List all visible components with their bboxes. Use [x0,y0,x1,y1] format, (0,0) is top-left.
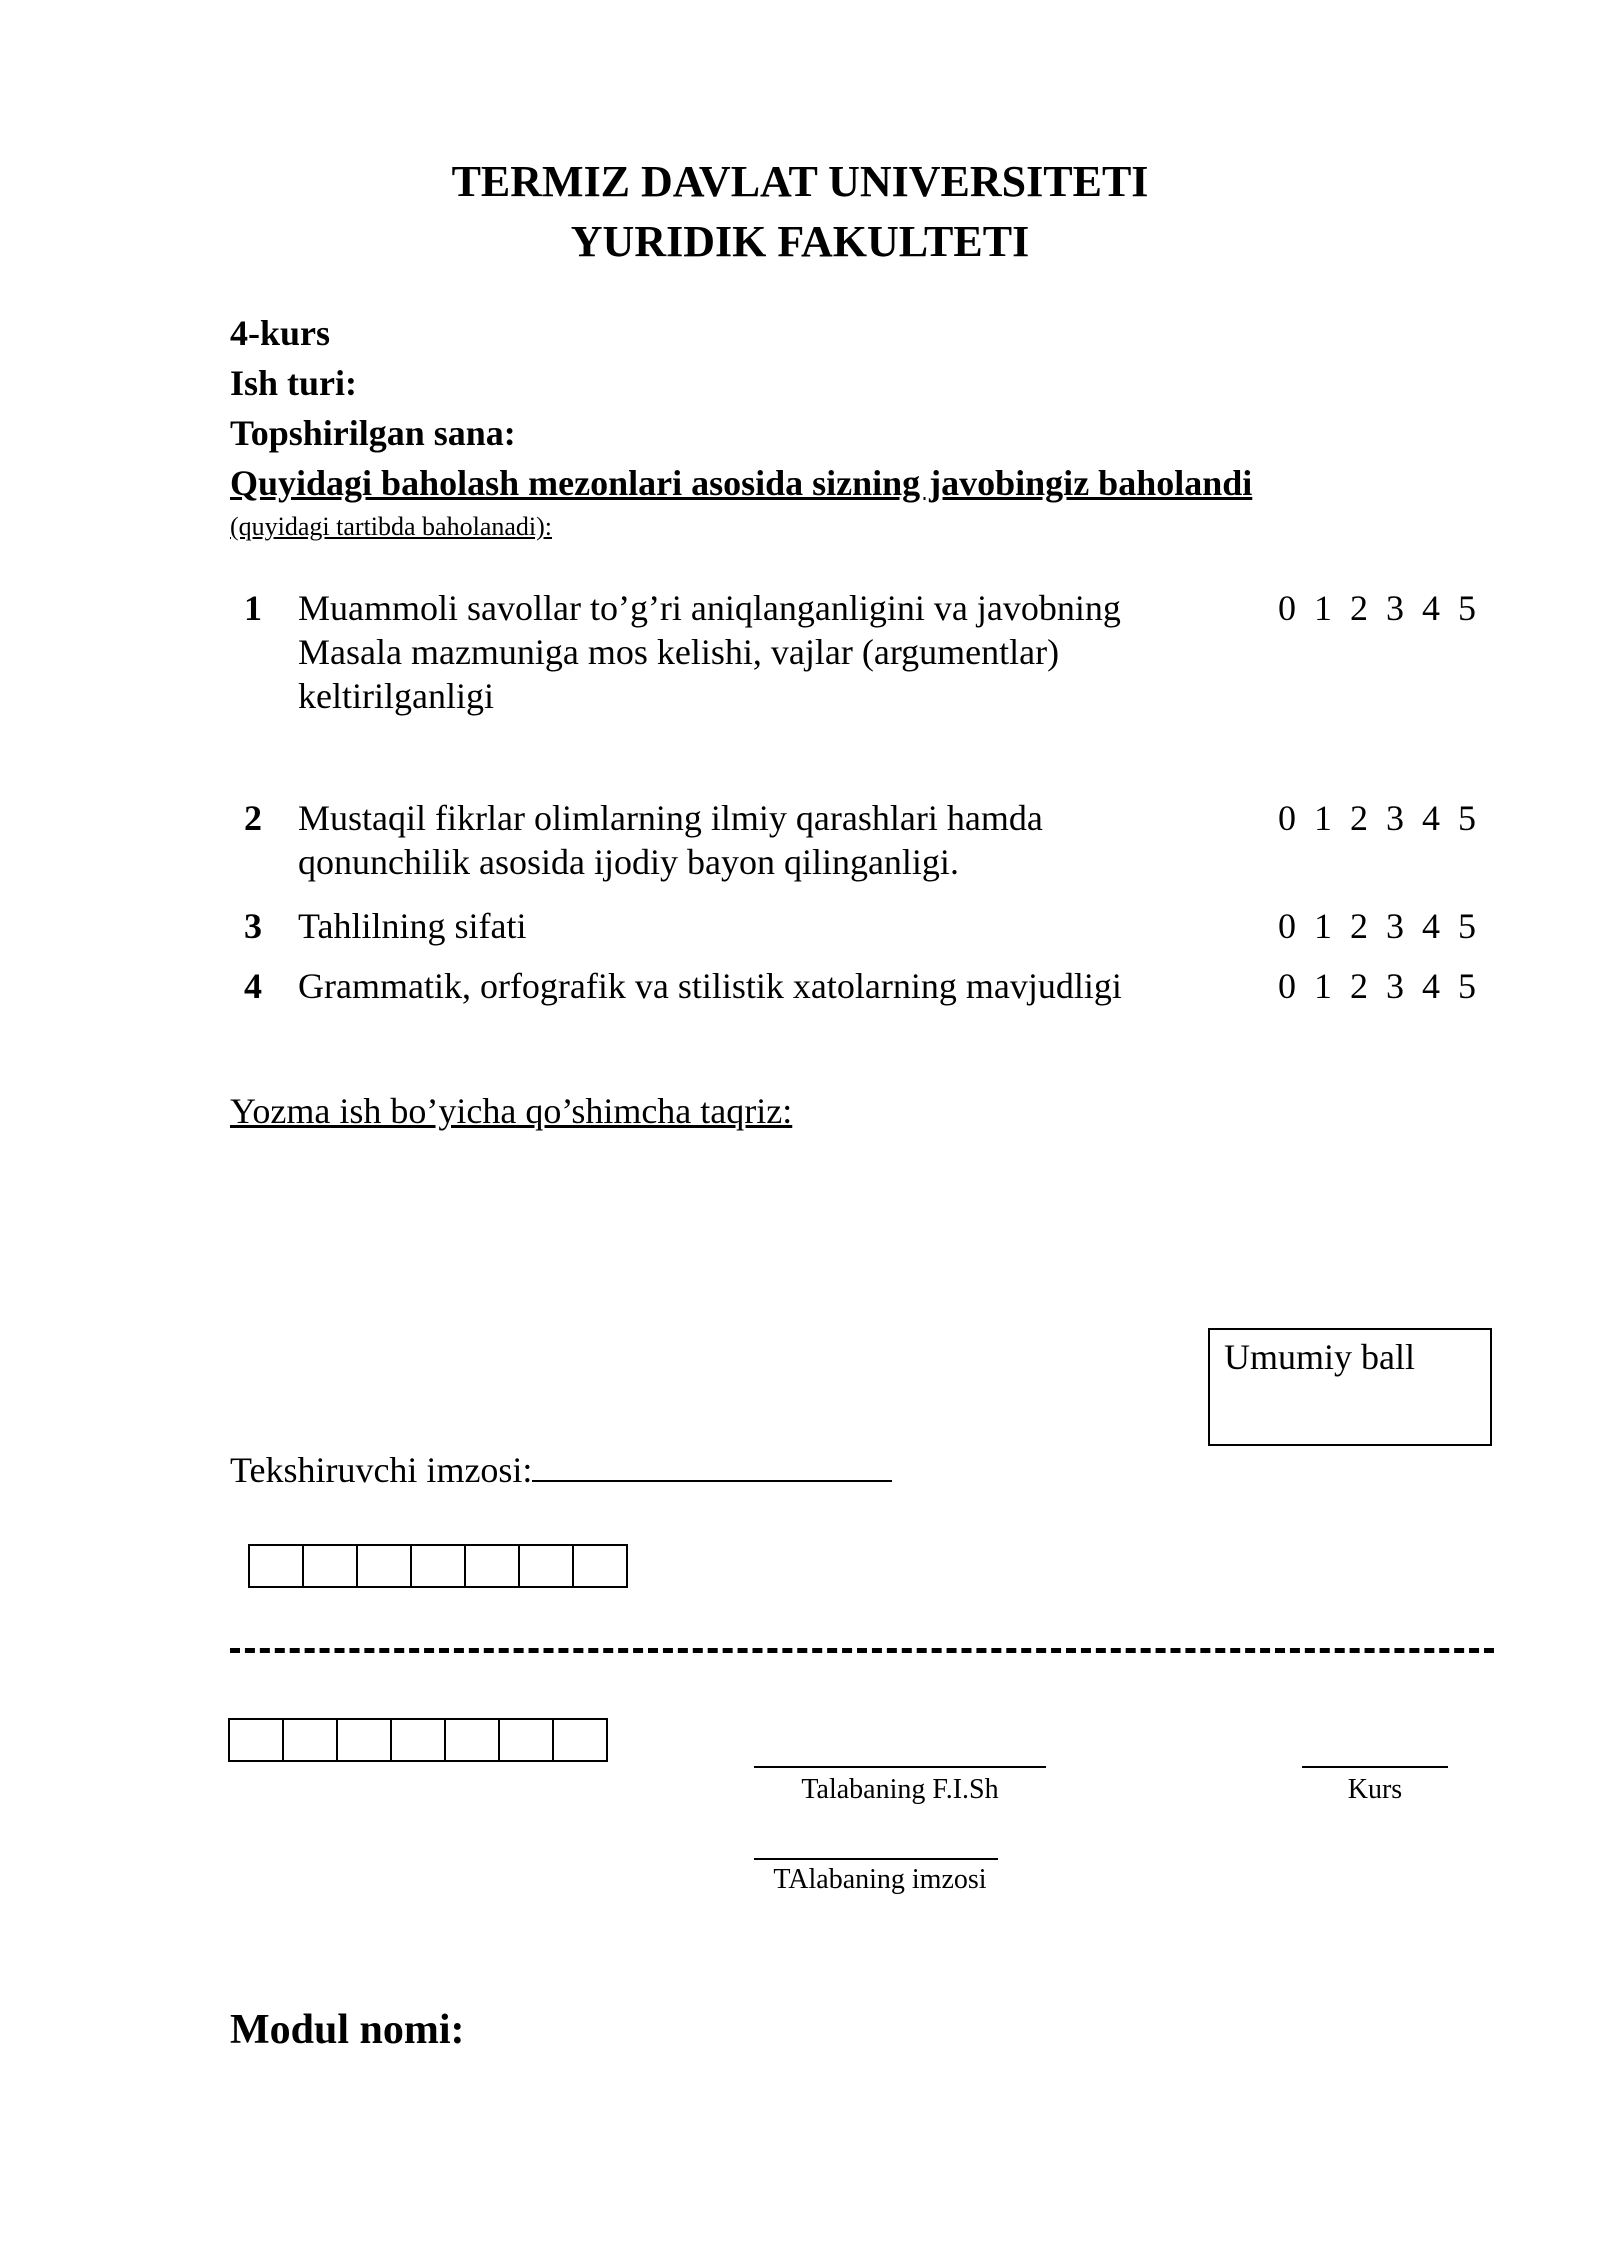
university-title: TERMIZ DAVLAT UNIVERSITETI [451,157,1149,206]
criterion-2-line-1: Mustaqil fikrlar olimlarning ilmiy qarashlari hamda [298,798,1043,838]
criteria-heading: Quyidagi baholash mezonlari asosida sizning javobingiz baholandi [230,463,1253,503]
criterion-1-line-1: Muammoli savollar to’g’ri aniqlanganligini va javobning [298,588,1121,628]
code-box[interactable] [248,1544,304,1588]
criterion-4-scale: 0 1 2 3 4 5 [1278,966,1476,1006]
code-box[interactable] [390,1718,446,1762]
code-box[interactable] [572,1544,628,1588]
student-name-caption: Talabaning F.I.Sh [801,1774,999,1805]
total-score-box[interactable] [1208,1328,1492,1446]
code-box[interactable] [410,1544,466,1588]
submission-date-label: Topshirilgan sana: [230,413,516,453]
code-box[interactable] [336,1718,392,1762]
criterion-2-text [298,796,1198,884]
code-box[interactable] [498,1718,554,1762]
checker-signature-line[interactable] [532,1446,892,1482]
code-boxes-lower [228,1718,608,1762]
code-box[interactable] [302,1544,358,1588]
criterion-3-number: 3 [244,906,262,946]
code-box[interactable] [444,1718,500,1762]
faculty-title: YURIDIK FAKULTETI [570,217,1030,266]
criteria-note: (quyidagi tartibda baholanadi): [230,512,553,541]
criterion-2-number: 2 [244,798,262,838]
criterion-1-scale: 0 1 2 3 4 5 [1278,588,1476,628]
additional-review-label: Yozma ish bo’yicha qo’shimcha taqriz: [230,1091,793,1131]
code-box[interactable] [464,1544,520,1588]
code-box[interactable] [356,1544,412,1588]
checker-signature-label: Tekshiruvchi imzosi: [230,1450,533,1490]
student-course-caption: Kurs [1347,1774,1403,1805]
criterion-1-number: 1 [244,588,262,628]
criterion-1-line-2: Masala mazmuniga mos kelishi, vajlar (argumentlar) [298,632,1060,672]
student-signature-caption: TAlabaning imzosi [773,1864,987,1895]
criterion-2-line-2: qonunchilik asosida ijodiy bayon qilinganligi. [298,842,959,882]
code-box[interactable] [552,1718,608,1762]
total-score-label: Umumiy ball [1224,1337,1415,1377]
course-label: 4-kurs [230,313,331,353]
code-box[interactable] [282,1718,338,1762]
criterion-4-text: Grammatik, orfografik va stilistik xatolarning mavjudligi [298,966,1122,1006]
criterion-3-scale: 0 1 2 3 4 5 [1278,906,1476,946]
criterion-4-number: 4 [244,966,262,1006]
criterion-1-line-3: keltirilganligi [298,676,494,716]
criterion-3-text: Tahlilning sifati [298,906,527,946]
code-box[interactable] [518,1544,574,1588]
student-name-line[interactable] [754,1766,1046,1768]
student-signature-line[interactable] [754,1858,998,1860]
cut-line [230,1648,1494,1653]
code-box[interactable] [228,1718,284,1762]
criterion-2-scale: 0 1 2 3 4 5 [1278,798,1476,838]
criterion-1-text [298,586,1198,718]
work-type-label: Ish turi: [230,363,358,403]
checker-signature-row [230,1446,892,1491]
code-boxes-upper [248,1544,628,1588]
module-name-label: Modul nomi: [230,2007,465,2053]
student-course-line[interactable] [1302,1766,1448,1768]
